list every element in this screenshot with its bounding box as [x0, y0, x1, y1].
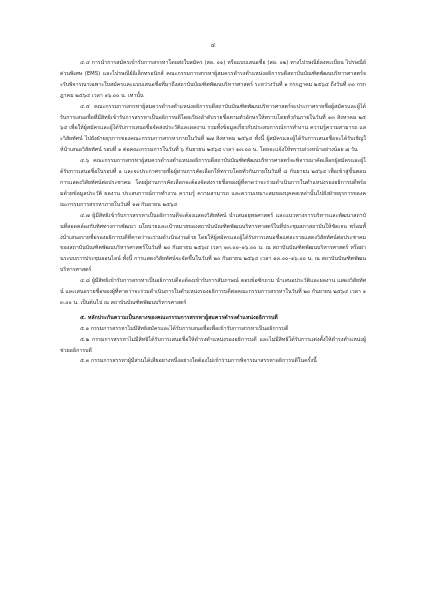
section-5-heading: ๕. หลักประกันความเป็นกลางของคณะกรรมการสรรหาผู้สมควรดำรงตำแหน่งอธิการบดี — [80, 314, 278, 321]
paragraph-4-7: ๔.๗ ผู้มีสิทธิเข้ารับการสรรหาเป็นอธิการบดีจะต้องแสดงวิสัยทัศน์ นำเสนอยุทธศาสตร์ และแนวทางการบริหารและพัฒนาสถาบันที่สอดคล้องกับทิศทางการพัฒนา นโยบายและเป้าหมายของสถาบันบัณฑิตพัฒนบริหารศาสตร์ในที่ประชุมสภาสถาบันให้ชัดเจน พร้อมทั้งนำเสนอรายชื่อรองอธิการบดีที่คาดว่าจะร่วมดำเนินงานด้วย โดยให้ผู้สมัครและผู้ได้รับการเสนอชื่อแต่ละรายแสดงวิสัยทัศน์ต่อประชาคมของสถาบันบัณฑิตพัฒนบริหารศาสตร์ในวันที่ ๒๐ กันยายน ๒๕๖๔ เวลา ๑๓.๐๐–๑๖.๐๐ น. ณ สถาบันบัณฑิตพัฒนบริหารศาสตร์ หรือผ่านระบบการประชุมออนไลน์ ทั้งนี้ การแสดงวิสัยทัศน์จะจัดขึ้นในวันที่ ๒๐ กันยายน ๒๕๖๔ เวลา ๑๓.๐๐–๑๖.๐๐ น. ณ สถาบันบัณฑิตพัฒนบริหารศาสตร์ — [60, 212, 366, 274]
paragraph-4-6: ๔.๖ คณะกรรมการสรรหาผู้สมควรดำรงตำแหน่งอธิการบดีสถาบันบัณฑิตพัฒนบริหารศาสตร์จะพิจารณาคัดเลือกผู้สมัครและผู้ได้รับการเสนอชื่อในรอบที่ ๑ และจะประกาศรายชื่อผู้ผ่านการคัดเลือกให้ทราบโดยทั่วกันภายในวันที่ ๘ กันยายน ๒๕๖๔ เพื่อเข้าสู่ขั้นตอนการแสดงวิสัยทัศน์ต่อประชาคม โดยผู้ผ่านการคัดเลือกจะต้องจัดส่งรายชื่อของผู้ที่คาดว่าจะร่วมดำเนินการในตำแหน่งรองอธิการบดีพร้อมด้วยข้อมูลประวัติ ผลงาน ประสบการณ์การทำงาน ความรู้ ความสามารถ และความเหมาะสมของบุคคลเหล่านั้นไปยังฝ่ายธุรการของคณะกรรมการสรรหาภายในวันที่ ๑๗ กันยายน ๒๕๖๔ — [60, 158, 366, 208]
page-number: ๔ — [210, 42, 216, 49]
paragraph-5-3: ๕.๓ กรรมการสรรหาผู้มีส่วนได้เสียอย่างหนึ่งอย่างใดต้องไม่เข้าร่วมการพิจารณาสรรหาอธิการบดีในครั้งนี้ — [80, 358, 317, 365]
paragraph-5-1: ๕.๑ กรรมการสรรหาไม่มีสิทธิสมัครและได้รับการเสนอชื่อเพื่อเข้ารับการสรรหาเป็นอธิการบดี — [80, 325, 289, 332]
paragraph-4-8: ๔.๘ ผู้มีสิทธิเข้ารับการสรรหาเป็นอธิการบดีจะต้องเข้ารับการสัมภาษณ์ ตอบข้อซักถาม นำเสนอประวัติและผลงาน แสดงวิสัยทัศน์ และเสนอรายชื่อของผู้ที่คาดว่าจะร่วมดำเนินการในตำแหน่งรองอธิการบดีต่อคณะกรรมการสรรหาในวันที่ ๒๐ กันยายน ๒๕๖๔ เวลา ๑๓.๐๐ น. เป็นต้นไป ณ สถาบันบัณฑิตพัฒนบริหารศาสตร์ — [60, 278, 366, 306]
paragraph-4-5: ๔.๕ คณะกรรมการสรรหาผู้สมควรดำรงตำแหน่งอธิการบดีสถาบันบัณฑิตพัฒนบริหารศาสตร์จะประกาศรายชื่อผู้สมัครและผู้ได้รับการเสนอชื่อที่มีสิทธิเข้ารับการสรรหาเป็นอธิการบดีโดยเรียงลำดับรายชื่อตามตัวอักษรให้ทราบโดยทั่วกันภายในวันที่ ๑๓ สิงหาคม ๒๕๖๔ เพื่อให้ผู้สมัครและผู้ได้รับการเสนอชื่อจัดส่งประวัติและผลงาน รวมทั้งข้อมูลเกี่ยวกับประสบการณ์การทำงาน ความรู้ความสามารถ และวิสัยทัศน์ ไปยังฝ่ายธุรการของคณะกรรมการสรรหาภายในวันที่ ๒๗ สิงหาคม ๒๕๖๔ ทั้งนี้ ผู้สมัครและผู้ได้รับการเสนอชื่อจะได้รับเชิญให้นำเสนอวิสัยทัศน์ รอบที่ ๑ ต่อคณะกรรมการในวันที่ ๖ กันยายน ๒๕๖๔ เวลา ๑๓.๐๐ น. โดยจะแจ้งให้ทราบล่วงหน้าอย่างน้อย ๗ วัน — [60, 103, 366, 154]
body-text — [60, 58, 366, 367]
paragraph-4-4: ๔.๔ การนำการสมัครเข้ารับการสรรหาโดยส่งใบสมัคร (สอ. ๐๑) หรือแบบเสนอชื่อ (สอ. ๐๒) ทางไปรษณีย์ลงทะเบียน ไปรษณีย์ด่วนพิเศษ (EMS) และไปรษณีย์อิเล็กทรอนิกส์ คณะกรรมการสรรหาผู้สมควรดำรงตำแหน่งอธิการบดีสถาบันบัณฑิตพัฒนบริหารศาสตร์จะรับพิจารณาเฉพาะใบสมัครและแบบเสนอชื่อที่มาถึงสถาบันบัณฑิตพัฒนบริหารศาสตร์ ระหว่างวันที่ ๑ กรกฎาคม ๒๕๖๔ ถึงวันที่ ๓๐ กรกฎาคม ๒๕๖๔ เวลา ๑๖.๐๐ น. เท่านั้น — [60, 60, 366, 99]
paragraph-5-2: ๕.๒ กรรมการสรรหาไม่มีสิทธิได้รับการเสนอชื่อให้ดำรงตำแหน่งรองอธิการบดี และไม่มีสิทธิได้รับการแต่งตั้งให้ดำรงตำแหน่งผู้ช่วยอธิการบดี — [60, 336, 366, 354]
